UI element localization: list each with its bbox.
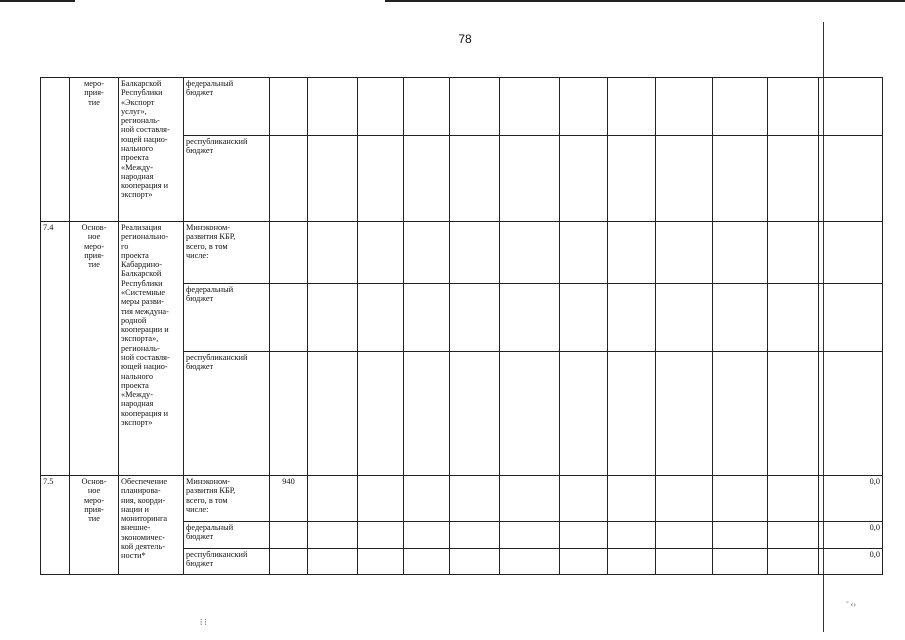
budget-code xyxy=(270,136,308,222)
value-cell xyxy=(358,522,404,549)
value-cell xyxy=(656,522,713,549)
value-cell xyxy=(308,352,358,476)
value-cell xyxy=(768,476,819,522)
value-cell xyxy=(656,222,713,284)
table-row xyxy=(41,78,883,136)
value-cell xyxy=(768,522,819,549)
value-cell xyxy=(768,78,819,136)
funding-source: республиканский бюджет xyxy=(184,352,270,476)
event-type: Основ- ное меро- прия- тие xyxy=(70,476,119,575)
event-description: Реализация регионально- го проекта Кабардино- Балкарской Республики «Системные меры разви- тия междуна- родной кооперации и экспорта», региональ- ной составля- ющей нацио- нального проекта «Между- народная кооперация и экспорт» xyxy=(119,222,184,476)
funding-source: Минэконом- развития КБР, всего, в том числе: xyxy=(184,476,270,522)
total-value xyxy=(819,352,883,476)
value-cell xyxy=(404,476,450,522)
value-cell xyxy=(358,549,404,575)
value-cell xyxy=(656,284,713,352)
value-cell xyxy=(450,136,500,222)
value-cell xyxy=(560,522,608,549)
budget-code xyxy=(270,284,308,352)
value-cell xyxy=(358,78,404,136)
top-rule-right xyxy=(385,0,905,2)
value-cell xyxy=(358,136,404,222)
budget-code xyxy=(270,78,308,136)
value-cell xyxy=(308,549,358,575)
value-cell xyxy=(656,352,713,476)
value-cell xyxy=(500,352,560,476)
value-cell xyxy=(656,136,713,222)
scan-artifact: ⁞ ⁞ xyxy=(200,618,207,627)
value-cell xyxy=(404,222,450,284)
value-cell xyxy=(308,136,358,222)
value-cell xyxy=(500,222,560,284)
value-cell xyxy=(608,136,656,222)
value-cell xyxy=(308,284,358,352)
total-value: 0,0 xyxy=(819,549,883,575)
value-cell xyxy=(358,476,404,522)
row-number xyxy=(41,78,70,222)
budget-code xyxy=(270,352,308,476)
value-cell xyxy=(500,476,560,522)
value-cell xyxy=(308,476,358,522)
value-cell xyxy=(713,78,768,136)
value-cell xyxy=(768,549,819,575)
total-value: 0,0 xyxy=(819,476,883,522)
table-row xyxy=(41,222,883,284)
value-cell xyxy=(608,549,656,575)
funding-source: федеральный бюджет xyxy=(184,284,270,352)
value-cell xyxy=(608,284,656,352)
scan-artifact: ˜ ‹› xyxy=(846,600,856,609)
total-value xyxy=(819,222,883,284)
value-cell xyxy=(500,78,560,136)
event-description: Обеспечение планирова- ния, коорди- нации и мониторинга внешне- экономичес- кой деятель- ности* xyxy=(119,476,184,575)
total-value xyxy=(819,78,883,136)
value-cell xyxy=(450,284,500,352)
value-cell xyxy=(560,222,608,284)
value-cell xyxy=(358,222,404,284)
budget-code xyxy=(270,522,308,549)
value-cell xyxy=(450,222,500,284)
value-cell xyxy=(768,284,819,352)
event-type: Основ- ное меро- прия- тие xyxy=(70,222,119,476)
value-cell xyxy=(713,352,768,476)
value-cell xyxy=(713,284,768,352)
budget-code: 940 xyxy=(270,476,308,522)
funding-source: республиканский бюджет xyxy=(184,549,270,575)
value-cell xyxy=(404,549,450,575)
funding-source: федеральный бюджет xyxy=(184,78,270,136)
value-cell xyxy=(560,549,608,575)
value-cell xyxy=(768,222,819,284)
value-cell xyxy=(308,522,358,549)
value-cell xyxy=(560,78,608,136)
event-description: Балкарской Республики «Экспорт услуг», региональ- ной составля- ющей нацио- нального проекта «Между- народная кооперация и экспорт» xyxy=(119,78,184,222)
value-cell xyxy=(768,352,819,476)
value-cell xyxy=(404,136,450,222)
value-cell xyxy=(713,476,768,522)
value-cell xyxy=(656,78,713,136)
value-cell xyxy=(358,352,404,476)
value-cell xyxy=(608,222,656,284)
funding-source: республиканский бюджет xyxy=(184,136,270,222)
value-cell xyxy=(500,136,560,222)
value-cell xyxy=(500,549,560,575)
value-cell xyxy=(404,352,450,476)
value-cell xyxy=(608,352,656,476)
budget-code xyxy=(270,549,308,575)
total-value xyxy=(819,136,883,222)
value-cell xyxy=(656,549,713,575)
value-cell xyxy=(450,352,500,476)
value-cell xyxy=(560,476,608,522)
value-cell xyxy=(404,78,450,136)
budget-code xyxy=(270,222,308,284)
event-type: меро- прия- тие xyxy=(70,78,119,222)
row-number: 7.5 xyxy=(41,476,70,575)
page-number: 78 xyxy=(458,32,472,46)
top-rule-left xyxy=(0,0,75,2)
value-cell xyxy=(560,352,608,476)
value-cell xyxy=(450,522,500,549)
table-row xyxy=(41,476,883,522)
value-cell xyxy=(500,284,560,352)
value-cell xyxy=(713,136,768,222)
value-cell xyxy=(608,522,656,549)
value-cell xyxy=(608,476,656,522)
total-value xyxy=(819,284,883,352)
value-cell xyxy=(560,136,608,222)
total-value: 0,0 xyxy=(819,522,883,549)
row-number: 7.4 xyxy=(41,222,70,476)
budget-table xyxy=(40,77,883,575)
value-cell xyxy=(713,522,768,549)
value-cell xyxy=(768,136,819,222)
value-cell xyxy=(500,522,560,549)
value-cell xyxy=(308,222,358,284)
value-cell xyxy=(608,78,656,136)
value-cell xyxy=(450,476,500,522)
funding-source: федеральный бюджет xyxy=(184,522,270,549)
value-cell xyxy=(450,78,500,136)
value-cell xyxy=(713,222,768,284)
value-cell xyxy=(404,284,450,352)
value-cell xyxy=(404,522,450,549)
funding-source: Минэконом- развития КБР, всего, в том числе: xyxy=(184,222,270,284)
value-cell xyxy=(713,549,768,575)
value-cell xyxy=(560,284,608,352)
value-cell xyxy=(308,78,358,136)
value-cell xyxy=(450,549,500,575)
value-cell xyxy=(656,476,713,522)
value-cell xyxy=(358,284,404,352)
